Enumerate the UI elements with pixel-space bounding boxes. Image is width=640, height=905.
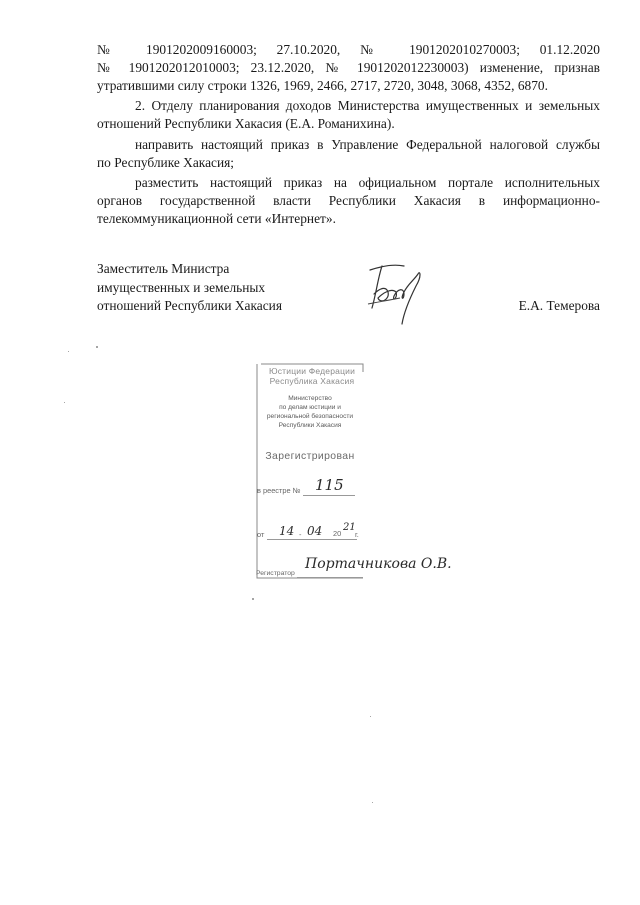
registration-stamp bbox=[253, 362, 365, 580]
paragraph-line: органов государственной власти Республики Хакасия в информационно- bbox=[97, 193, 600, 209]
stamp-registry-underline bbox=[303, 495, 355, 496]
paragraph-line: № 1901202012010003; 23.12.2020, № 1901202012230003) изменение, признав bbox=[97, 60, 600, 76]
stamp-date-separator: - bbox=[299, 530, 302, 539]
stamp-header-line: Республика Хакасия bbox=[269, 376, 355, 386]
scan-speck bbox=[96, 346, 98, 348]
signatory-title-line: Заместитель Министра bbox=[97, 261, 230, 276]
stamp-date-label: от bbox=[257, 530, 265, 539]
scan-speck bbox=[64, 402, 65, 403]
paragraph-publish-order bbox=[97, 174, 600, 229]
stamp-date-month: 04 bbox=[307, 524, 323, 538]
stamp-date-year: 21 bbox=[343, 522, 356, 533]
paragraph-line: телекоммуникационной сети «Интернет». bbox=[97, 211, 336, 227]
paragraph-line: по Республике Хакасия; bbox=[97, 155, 235, 171]
paragraph-send-order bbox=[97, 136, 600, 172]
stamp-date-year-prefix: 20 bbox=[333, 529, 342, 538]
signatory-title-line: отношений Республики Хакасия bbox=[97, 298, 282, 314]
stamp-registrar-underline bbox=[297, 577, 363, 578]
scan-speck bbox=[252, 598, 254, 600]
paragraph-line: разместить настоящий приказ на официальном портале исполнительных bbox=[135, 175, 600, 190]
paragraph-line: отношений Республики Хакасия (Е.А. Романихина). bbox=[97, 116, 395, 132]
paragraph-line: № 1901202009160003; 27.10.2020, № 1901202010270003; 01.12.2020 bbox=[97, 42, 600, 57]
scan-speck bbox=[370, 716, 371, 717]
signatory-title bbox=[97, 260, 282, 316]
scan-speck bbox=[372, 802, 373, 803]
stamp-registrar-label: Регистратор bbox=[256, 570, 295, 577]
paragraph-item-2 bbox=[97, 97, 600, 133]
stamp-date-underline bbox=[267, 539, 357, 540]
stamp-status: Зарегистрирован bbox=[265, 451, 355, 462]
paragraph-line: направить настоящий приказ в Управление Федеральной налоговой службы bbox=[135, 137, 600, 152]
stamp-org-line: региональной безопасности bbox=[266, 413, 354, 420]
stamp-date-suffix: г. bbox=[355, 530, 359, 539]
stamp-org-line: Республики Хакасия bbox=[278, 422, 342, 429]
scan-speck bbox=[68, 351, 69, 352]
signatory-name: Е.А. Темерова bbox=[518, 298, 600, 313]
stamp-registry-number: 115 bbox=[315, 476, 344, 494]
stamp-org-line: Министерство bbox=[288, 395, 332, 402]
stamp-date-day: 14 bbox=[279, 524, 295, 538]
paragraph-registry-numbers bbox=[97, 41, 600, 96]
stamp-org-line: по делам юстиции и bbox=[279, 404, 341, 411]
stamp-header-line: Юстиции Федерации bbox=[268, 366, 356, 376]
paragraph-line: утратившими силу строки 1326, 1969, 2466, 2717, 2720, 3048, 3068, 4352, 6870. bbox=[97, 78, 548, 94]
stamp-registrar-name: Портачникова О.В. bbox=[305, 556, 452, 572]
stamp-registry-label: в реестре № bbox=[257, 486, 301, 495]
signatory-title-line: имущественных и земельных bbox=[97, 279, 266, 295]
paragraph-line: 2. Отделу планирования доходов Министерства имущественных и земельных bbox=[135, 98, 600, 113]
handwritten-signature bbox=[360, 258, 435, 330]
